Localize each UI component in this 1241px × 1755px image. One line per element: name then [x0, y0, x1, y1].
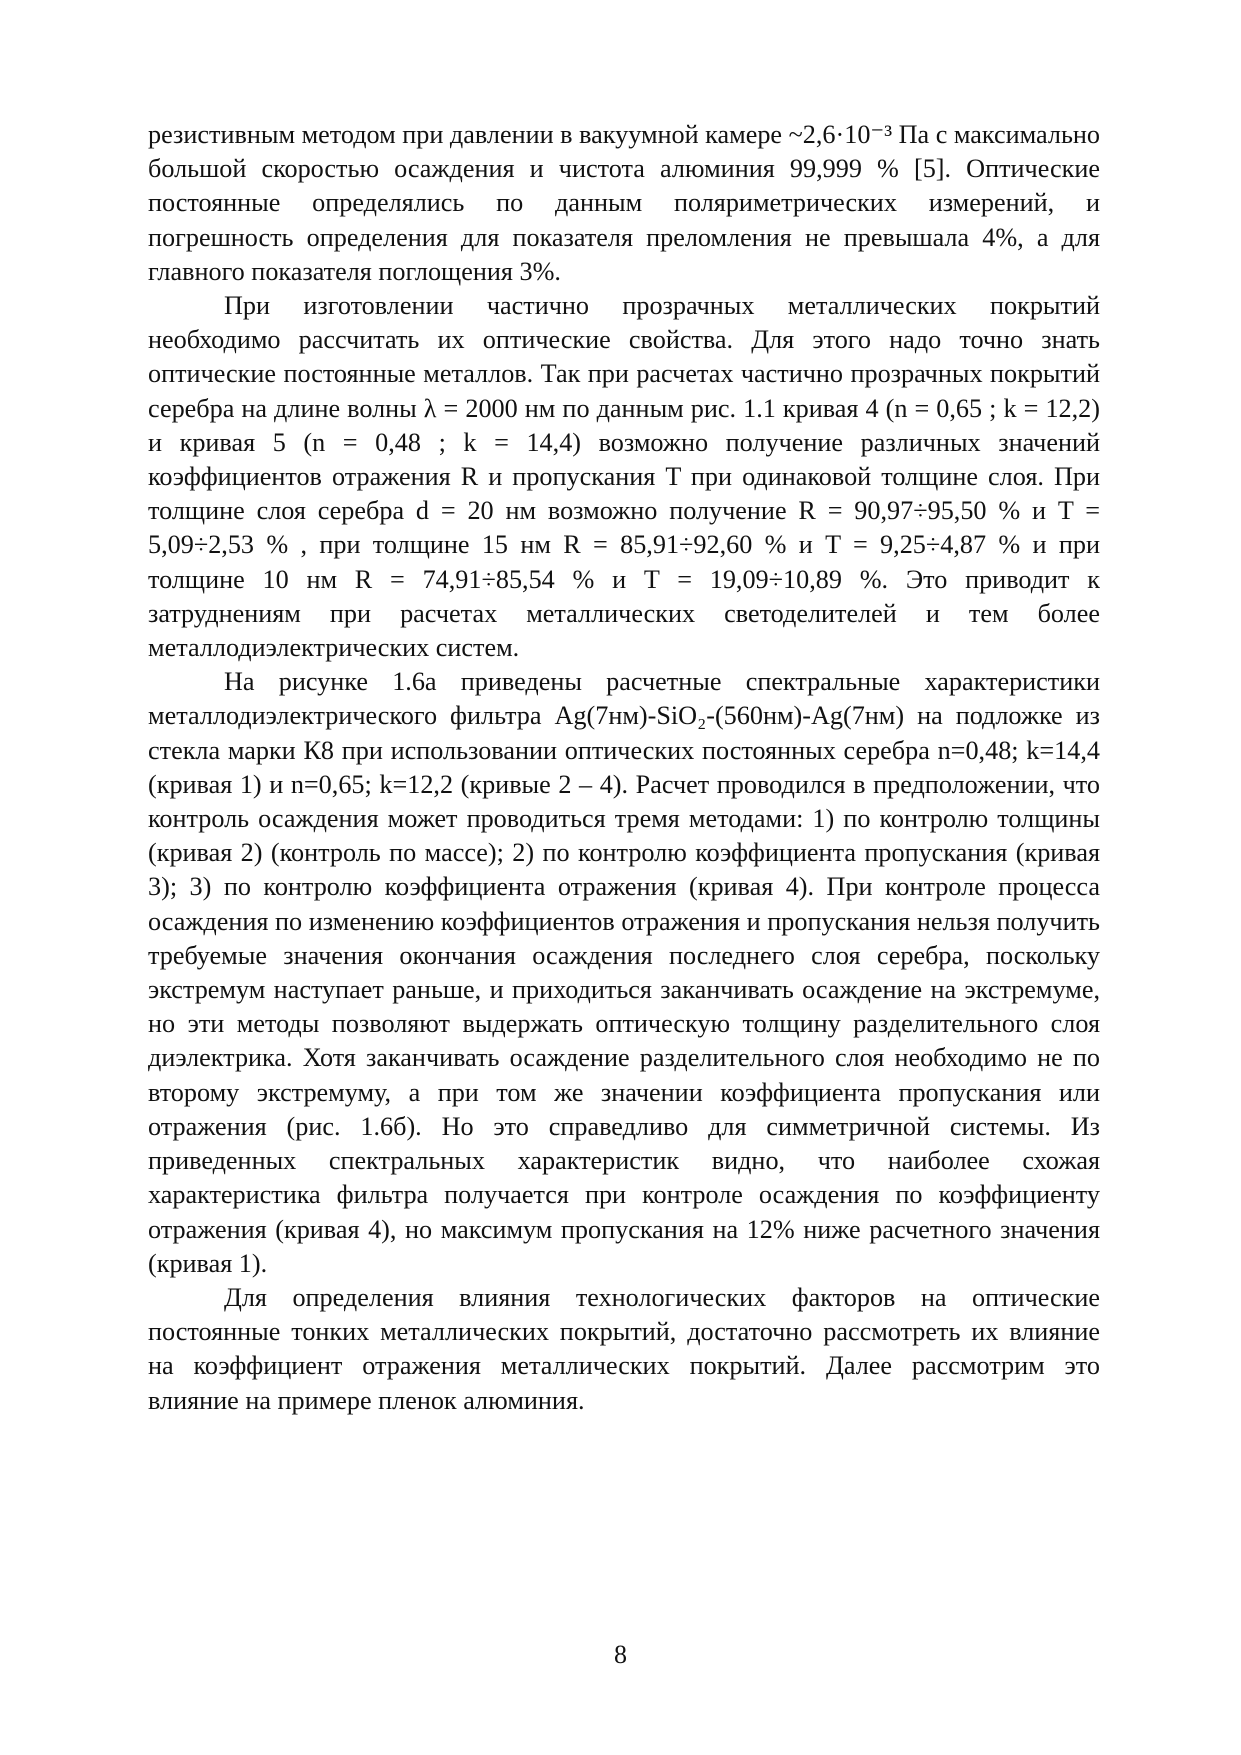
paragraph-2: При изготовлении частично прозрачных металлических покрытий необходимо рассчитать их оптические свойства. Для этого надо точно знать оптические постоянные металлов. Так при расчетах частично прозрачных покрытий серебра на длине волны λ = 2000 нм по данным рис. 1.1 кривая 4 (n = 0,65 ; k = 12,2) и кривая 5 (n = 0,48 ; k = 14,4) возможно получение различных значений коэффициентов отражения R и пропускания T при одинаковой толщине слоя. При толщине слоя серебра d = 20 нм возможно получение R = 90,97÷95,50 % и T = 5,09÷2,53 % , при толщине 15 нм R = 85,91÷92,60 % и T = 9,25÷4,87 % и при толщине 10 нм R = 74,91÷85,54 % и T = 19,09÷10,89 %. Это приводит к затруднениям при расчетах металлических светоделителей и тем более металлодиэлектрических систем. — [148, 291, 1100, 663]
paragraph-4: Для определения влияния технологических факторов на оптические постоянные тонких металлических покрытий, достаточно рассмотреть их влияние на коэффициент отражения металлических покрытий. Далее рассмотрим это влияние на примере пленок алюминия. — [148, 1282, 1100, 1415]
paragraph-1: резистивным методом при давлении в вакуумной камере ~2,6·10⁻³ Па с максимально большой скоростью осаждения и чистота алюминия 99,999 % [5]. Оптические постоянные определялись по данным поляриметрических измерений, и погрешность определения для показателя преломления не превышала 4%, а для главного показателя поглощения 3%. — [148, 120, 1100, 286]
paragraph-3: На рисунке 1.6а приведены расчетные спектральные характеристики металлодиэлектрического фильтра Ag(7нм)-SiO₂-(560нм)-Ag(7нм) на подложке из стекла марки К8 при использовании оптических постоянных серебра n=0,48; k=14,4 (кривая 1) и n=0,65; k=12,2 (кривые 2 – 4). Расчет проводился в предположении, что контроль осаждения может проводиться тремя методами: 1) по контролю толщины (кривая 2) (контроль по массе); 2) по контролю коэффициента пропускания (кривая 3); 3) по контролю коэффициента отражения (кривая 4). При контроле процесса осаждения по изменению коэффициентов отражения и пропускания нельзя получить требуемые значения окончания осаждения последнего слоя серебра, поскольку экстремум наступает раньше, и приходиться заканчивать осаждение на экстремуме, но эти методы позволяют выдержать оптическую толщину разделительного слоя диэлектрика. Хотя заканчивать осаждение разделительного слоя необходимо не по второму экстремуму, а при том же значении коэффициента пропускания или отражения (рис. 1.6б). Но это справедливо для симметричной системы. Из приведенных спектральных характеристик видно, что наиболее схожая характеристика фильтра получается при контроле осаждения по коэффициенту отражения (кривая 4), но максимум пропускания на 12% ниже расчетного значения (кривая 1). — [148, 667, 1100, 1278]
body-text — [148, 118, 1100, 1418]
page-number: 8 — [614, 1640, 627, 1669]
